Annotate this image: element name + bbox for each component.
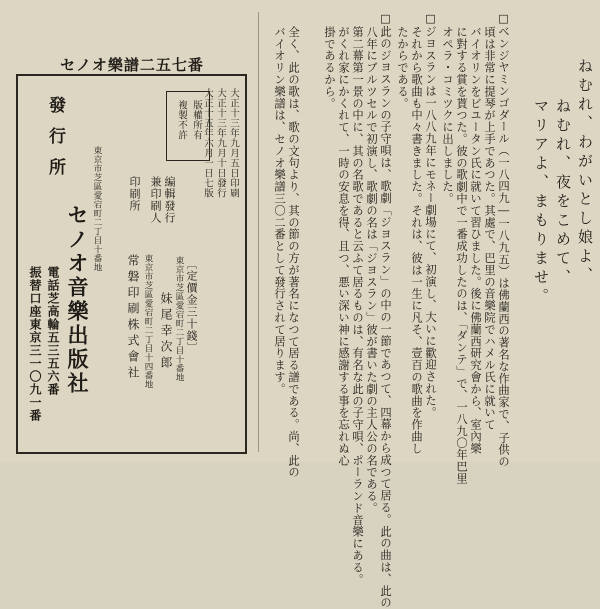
printer-address: 東京市芝區愛宕町二丁目十四番地 (143, 254, 153, 389)
copyright-stamp (166, 91, 210, 161)
body-column: 掛であるから。 (323, 26, 336, 110)
printer-name: 常磐印刷株式會社 (126, 254, 140, 382)
publisher-phone: 電話芝高輪五三五六番 (46, 266, 60, 396)
body-column: □此のジヨスランの子守唄は、歌劇「ジヨスラン」の中の一節であつて、四幕から成つて居る。此の曲は、此の (379, 12, 392, 609)
publisher-address: 東京市芝區愛宕町二丁目十番地 (92, 146, 102, 272)
body-column: それから歌曲も中々書きました。それは、彼は一生に凡そ、壹百の歌曲を作曲し (410, 26, 423, 455)
editor-name: 妹尾幸次郎 (159, 292, 173, 372)
body-column: 八年にブルツセルで初演し、歌劇の名は「ジヨスラン」彼が書いた劇の主人公の名である。 (365, 26, 378, 514)
publisher-role: 發行所 (45, 96, 65, 189)
publisher-name: セノオ音樂出版社 (65, 204, 90, 396)
copyright-notice: 版權所有 (191, 100, 202, 140)
series-title: セノオ樂譜二五七番 (60, 56, 204, 74)
body-column: に對する賞を貰つた。彼の歌劇中で一番成功したのは、「ダンテ」で、一八九〇年巴里 (455, 26, 468, 485)
colophon-box (16, 74, 247, 454)
edition-date: 大正十五年六月一日七版 (202, 88, 213, 198)
publisher-transfer: 振替口座東京三一〇九一番 (28, 266, 42, 422)
editor-role: 編輯發行 (163, 176, 176, 224)
body-column: 全く、此の歌は、歌の文句より、其の節の方が著名になつて居る譜である。尚、此の (287, 26, 300, 479)
lyric-line: ねむれ、わがいとし娘よ、 (576, 58, 594, 286)
column-divider (258, 12, 259, 452)
body-column: バイオリン樂譜は、セノオ樂譜三〇二番として發行されて居ります。 (273, 26, 286, 395)
body-column: たからである。 (396, 26, 409, 110)
price: 〔定價金三十錢〕 (185, 258, 198, 354)
body-column: オペラ・コミツクに出しました。 (441, 26, 454, 205)
reprint-notice: 複製不許 (176, 100, 187, 140)
body-column: がくれ家にかくれて、一時の安息を得、且つ、悪い深い神に感謝する事を忘れぬ心 (337, 26, 350, 467)
printer-role: 印刷所 (128, 176, 141, 212)
editor-role-2: 兼印刷人 (149, 176, 162, 224)
print-date: 大正十三年九月五日印刷 (228, 88, 239, 198)
publish-date: 大正十三年九月十日發行 (215, 88, 226, 198)
lyric-line: マリアよ、まもりませ。 (532, 98, 550, 307)
body-column: バイオリンをビユータン氏に就いて習ひました。後に佛蘭西研究會から、室內樂 (469, 26, 482, 455)
body-column: 頃は非常に提琴が上手であつた。其處で、巴里の音樂院でハメル氏に就いて (483, 26, 496, 431)
body-column: □ベンジヤミンゴダール（一八四九―一八九五）は佛蘭西の著名な作曲家で、子供の (497, 12, 510, 468)
editor-address: 東京市芝區愛宕町二丁目十番地 (174, 256, 184, 382)
lyric-line: ねむれ、夜をこめて、 (554, 98, 572, 288)
body-column: 第二幕第一景の中に、其の名歌であると云ふて居るものは、有名な此の子守唄、ポーランド音樂にある。 (351, 26, 364, 586)
body-column: □ジヨスランは一八八九年にモネー劇場にて、初演し、大いに歡迎された。 (424, 12, 437, 419)
